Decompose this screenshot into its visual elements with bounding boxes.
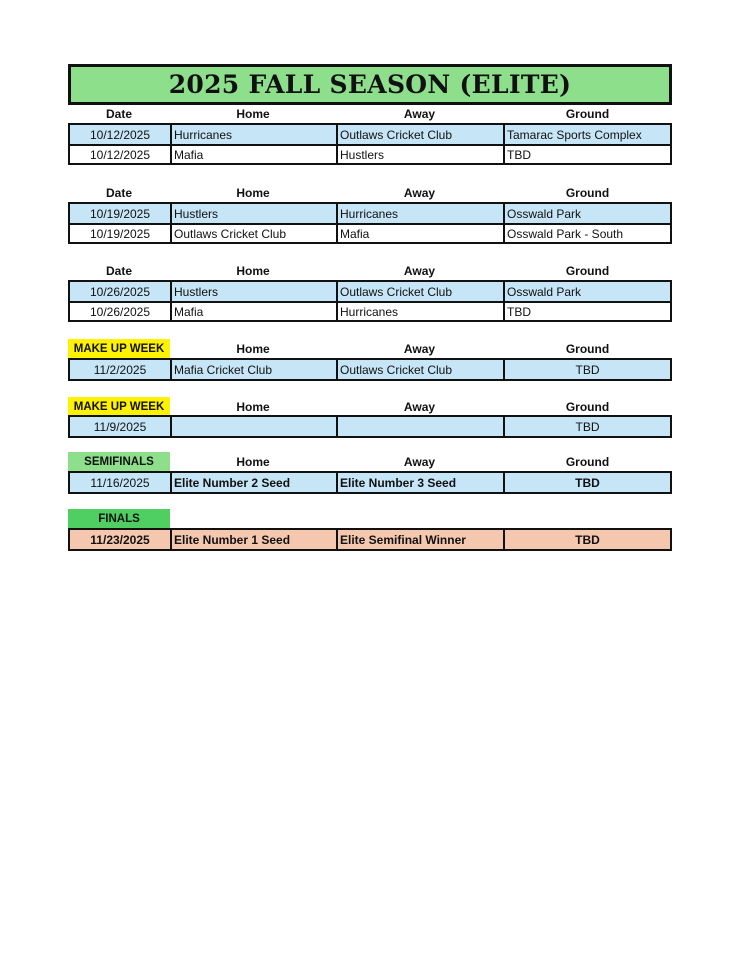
season-title: 2025 FALL SEASON (ELITE) — [68, 64, 672, 105]
header-ground: Ground — [565, 185, 610, 200]
match-home: Hustlers — [170, 282, 336, 301]
header-home: Home — [236, 106, 270, 121]
match-date: 10/26/2025 — [89, 284, 151, 299]
makeup-week-1-table — [68, 358, 672, 381]
makeup-week-2-header — [68, 397, 672, 416]
match-date: 11/23/2025 — [90, 532, 150, 547]
header-home: Home — [236, 399, 270, 414]
makeup-week-1-header — [68, 339, 672, 358]
week-2-header — [68, 183, 672, 202]
header-date: Date — [105, 263, 132, 278]
header-home: Home — [236, 454, 270, 469]
match-ground: Tamarac Sports Complex — [503, 125, 670, 144]
table-row — [70, 223, 670, 242]
week-3-table — [68, 280, 672, 322]
match-away: Mafia — [336, 225, 503, 242]
header-away: Away — [403, 106, 436, 121]
match-away: Outlaws Cricket Club — [336, 125, 503, 144]
match-ground: Osswald Park — [503, 204, 670, 223]
table-row — [70, 301, 670, 320]
match-date: 10/19/2025 — [89, 226, 151, 241]
header-away: Away — [403, 185, 436, 200]
header-date: Date — [105, 106, 132, 121]
header-away: Away — [403, 341, 436, 356]
makeup-week-2-table — [68, 415, 672, 438]
week-1-table — [68, 123, 672, 165]
header-date: Date — [105, 185, 132, 200]
header-home: Home — [236, 263, 270, 278]
match-date: 11/2/2025 — [93, 362, 147, 377]
table-row — [70, 204, 670, 223]
header-ground: Ground — [565, 399, 610, 414]
finals-badge: FINALS — [68, 509, 170, 528]
match-away: Hurricanes — [336, 303, 503, 320]
match-home — [170, 417, 336, 436]
header-away: Away — [403, 454, 436, 469]
week-2-table — [68, 202, 672, 244]
match-date: 11/16/2025 — [90, 475, 150, 490]
match-away: Elite Semifinal Winner — [336, 530, 503, 549]
header-ground: Ground — [565, 263, 610, 278]
table-row — [70, 282, 670, 301]
match-ground: TBD — [503, 303, 670, 320]
match-away: Elite Number 3 Seed — [336, 473, 503, 492]
header-away: Away — [403, 263, 436, 278]
match-ground: Osswald Park — [503, 282, 670, 301]
semifinals-header — [68, 452, 672, 471]
match-date: 10/19/2025 — [89, 206, 151, 221]
match-away: Hurricanes — [336, 204, 503, 223]
match-date: 10/12/2025 — [89, 127, 151, 142]
match-home: Mafia — [170, 303, 336, 320]
match-home: Mafia Cricket Club — [170, 360, 336, 379]
semifinals-badge: SEMIFINALS — [68, 452, 170, 471]
finals-table — [68, 528, 672, 551]
header-ground: Ground — [565, 454, 610, 469]
makeup-week-badge: MAKE UP WEEK — [68, 397, 170, 416]
table-row — [70, 417, 670, 436]
header-away: Away — [403, 399, 436, 414]
match-home: Hustlers — [170, 204, 336, 223]
week-1-header — [68, 104, 672, 123]
table-row — [70, 360, 670, 379]
match-away — [336, 417, 503, 436]
match-home: Outlaws Cricket Club — [170, 225, 336, 242]
match-away: Hustlers — [336, 146, 503, 163]
match-date: 11/9/2025 — [93, 419, 147, 434]
match-ground: TBD — [503, 530, 670, 549]
match-away: Outlaws Cricket Club — [336, 360, 503, 379]
table-row — [70, 530, 670, 549]
week-3-header — [68, 261, 672, 280]
header-home: Home — [236, 341, 270, 356]
header-ground: Ground — [565, 341, 610, 356]
match-date: 10/12/2025 — [89, 147, 151, 162]
finals-header — [68, 509, 672, 528]
match-home: Elite Number 1 Seed — [170, 530, 336, 549]
match-ground: TBD — [503, 473, 670, 492]
match-ground: TBD — [503, 360, 670, 379]
header-home: Home — [236, 185, 270, 200]
table-row — [70, 473, 670, 492]
match-away: Outlaws Cricket Club — [336, 282, 503, 301]
match-home: Elite Number 2 Seed — [170, 473, 336, 492]
match-ground: Osswald Park - South — [503, 225, 670, 242]
match-home: Mafia — [170, 146, 336, 163]
header-ground: Ground — [565, 106, 610, 121]
match-date: 10/26/2025 — [89, 304, 151, 319]
semifinals-table — [68, 471, 672, 494]
match-home: Hurricanes — [170, 125, 336, 144]
table-row — [70, 125, 670, 144]
match-ground: TBD — [503, 146, 670, 163]
match-ground: TBD — [503, 417, 670, 436]
makeup-week-badge: MAKE UP WEEK — [68, 339, 170, 358]
table-row — [70, 144, 670, 163]
